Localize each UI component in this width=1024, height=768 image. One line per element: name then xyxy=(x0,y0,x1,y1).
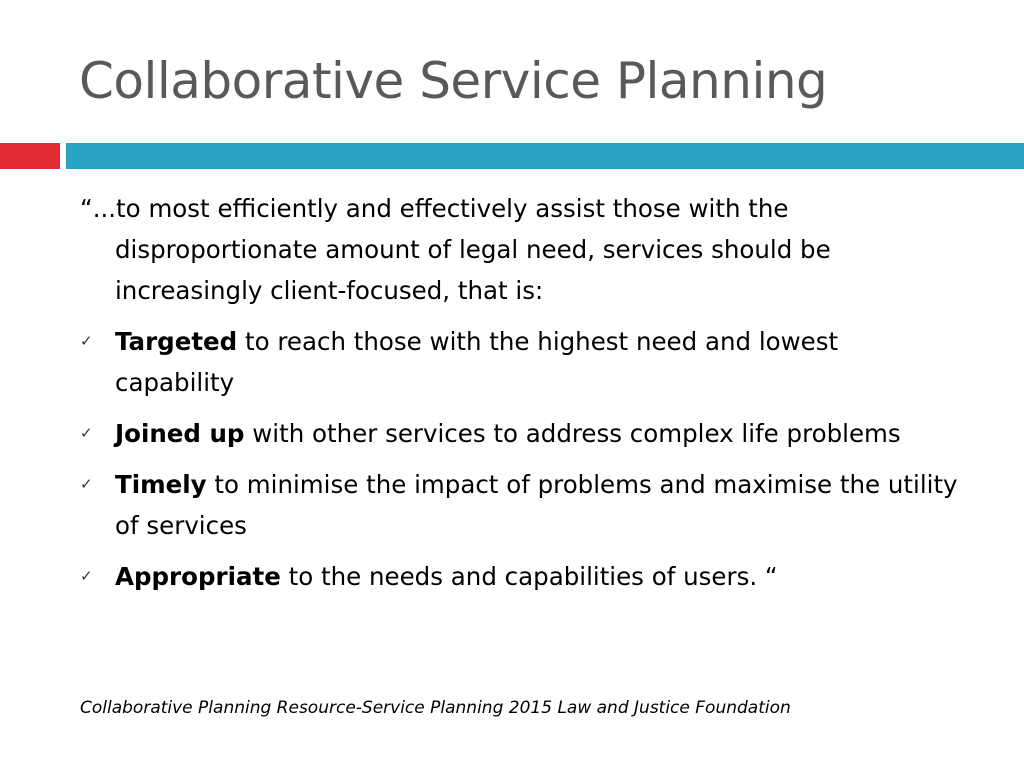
check-icon: ✓ xyxy=(80,567,93,585)
item-bold-label: Joined up xyxy=(115,419,245,448)
item-bold-label: Timely xyxy=(115,470,207,499)
check-icon: ✓ xyxy=(80,475,93,493)
source-citation: Collaborative Planning Resource-Service Planning 2015 Law and Justice Foundation xyxy=(80,698,791,718)
item-bold-label: Appropriate xyxy=(115,562,281,591)
slide-body xyxy=(80,188,960,607)
slide-title: Collaborative Service Planning xyxy=(79,52,828,110)
list-item-timely xyxy=(80,464,960,546)
intro-quote: “...to most efficiently and effectively assist those with the disproportionate amount of legal need, services should be increasingly client-focused, that is: xyxy=(80,194,831,305)
item-text: to the needs and capabilities of users. “ xyxy=(280,562,778,591)
item-text: to minimise the impact of problems and maximise the utility of services xyxy=(115,470,958,540)
accent-bar-red xyxy=(0,143,60,169)
check-icon: ✓ xyxy=(80,424,93,442)
item-text: to reach those with the highest need and lowest capability xyxy=(115,327,839,397)
item-bold-label: Targeted xyxy=(115,327,238,356)
item-text: with other services to address complex life problems xyxy=(244,419,901,448)
list-item-appropriate xyxy=(80,556,960,597)
accent-bar-blue xyxy=(66,143,1024,169)
check-icon: ✓ xyxy=(80,332,93,350)
list-item-joined-up xyxy=(80,413,960,454)
list-item-targeted xyxy=(80,321,960,403)
